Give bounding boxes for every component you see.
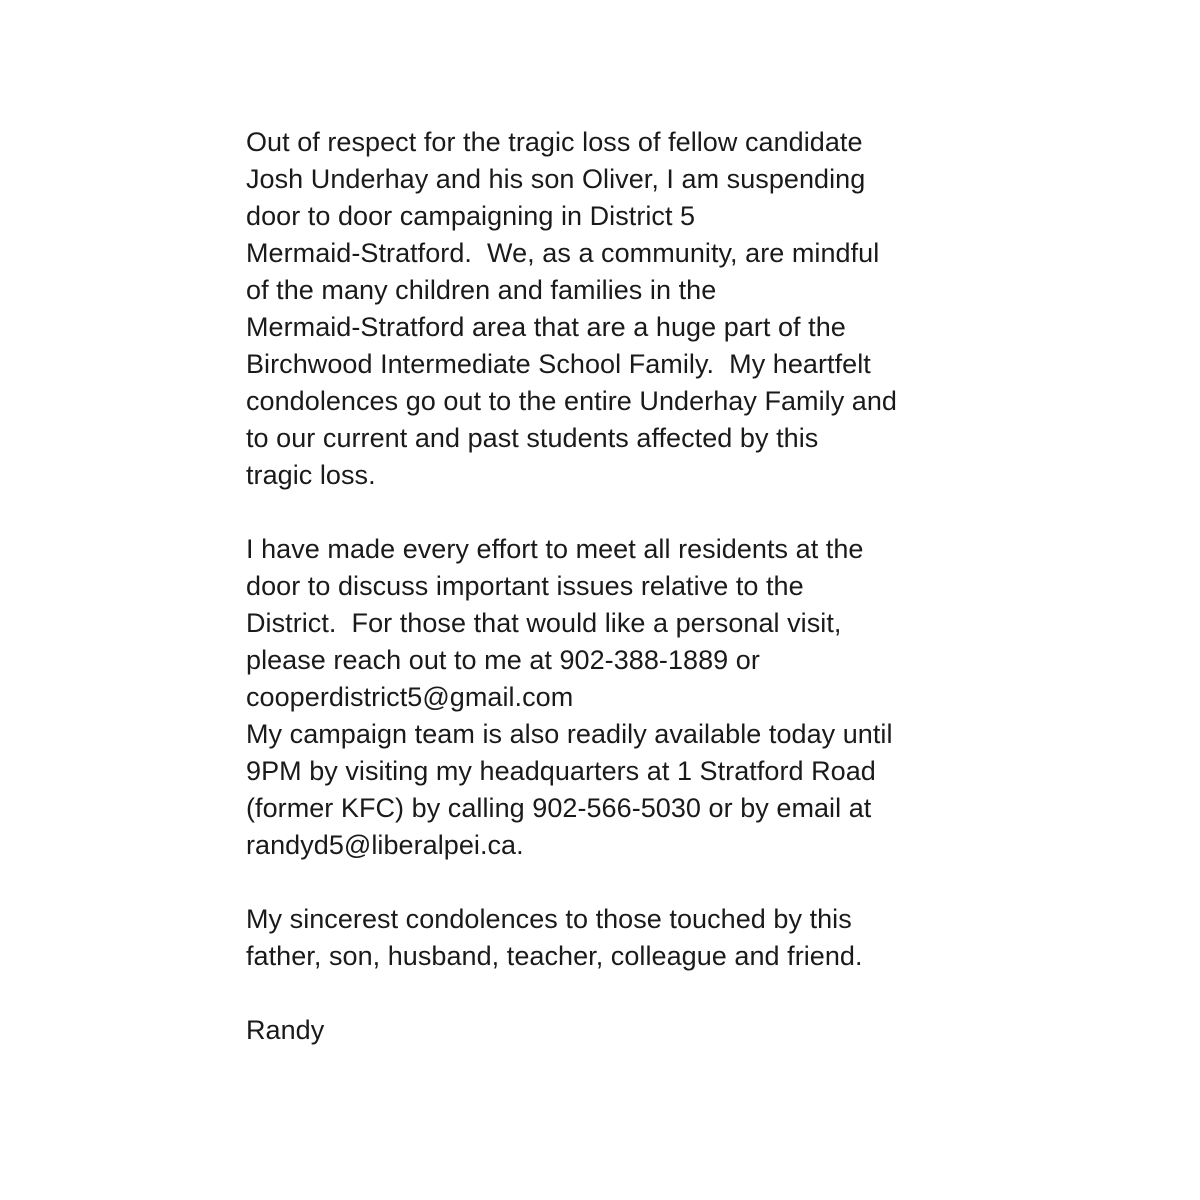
text-line: My campaign team is also readily available today until [246,719,893,749]
text-line: Birchwood Intermediate School Family. My heartfelt [246,349,871,379]
email-line: randyd5@liberalpei.ca. [246,830,524,860]
text-line: father, son, husband, teacher, colleague and friend. [246,941,863,971]
text-line: Mermaid-Stratford area that are a huge part of the [246,312,846,342]
text-line: District. For those that would like a personal visit, [246,608,842,638]
text-line: door to discuss important issues relative to the [246,571,804,601]
text-line: Out of respect for the tragic loss of fellow candidate [246,127,863,157]
paragraph-condolence [246,124,966,494]
paragraph-spacer [246,975,966,1012]
text-line: door to door campaigning in District 5 [246,201,696,231]
text-line: please reach out to me at 902-388-1889 or [246,645,760,675]
text-line: Josh Underhay and his son Oliver, I am suspending [246,164,866,194]
text-line: My sincerest condolences to those touched by this [246,904,852,934]
paragraph-spacer [246,494,966,531]
text-line: Mermaid-Stratford. We, as a community, are mindful [246,238,880,268]
text-line: 9PM by visiting my headquarters at 1 Stratford Road [246,756,876,786]
paragraph-spacer [246,864,966,901]
paragraph-contact [246,531,966,864]
text-line: I have made every effort to meet all residents at the [246,534,864,564]
signature: Randy [246,1015,325,1045]
text-line: to our current and past students affected by this [246,423,819,453]
text-line: (former KFC) by calling 902-566-5030 or by email at [246,793,872,823]
paragraph-closing [246,901,966,975]
text-line: condolences go out to the entire Underhay Family and [246,386,897,416]
letter-body [246,124,966,1049]
email-line: cooperdistrict5@gmail.com [246,682,574,712]
text-line: of the many children and families in the [246,275,717,305]
text-line: tragic loss. [246,460,376,490]
